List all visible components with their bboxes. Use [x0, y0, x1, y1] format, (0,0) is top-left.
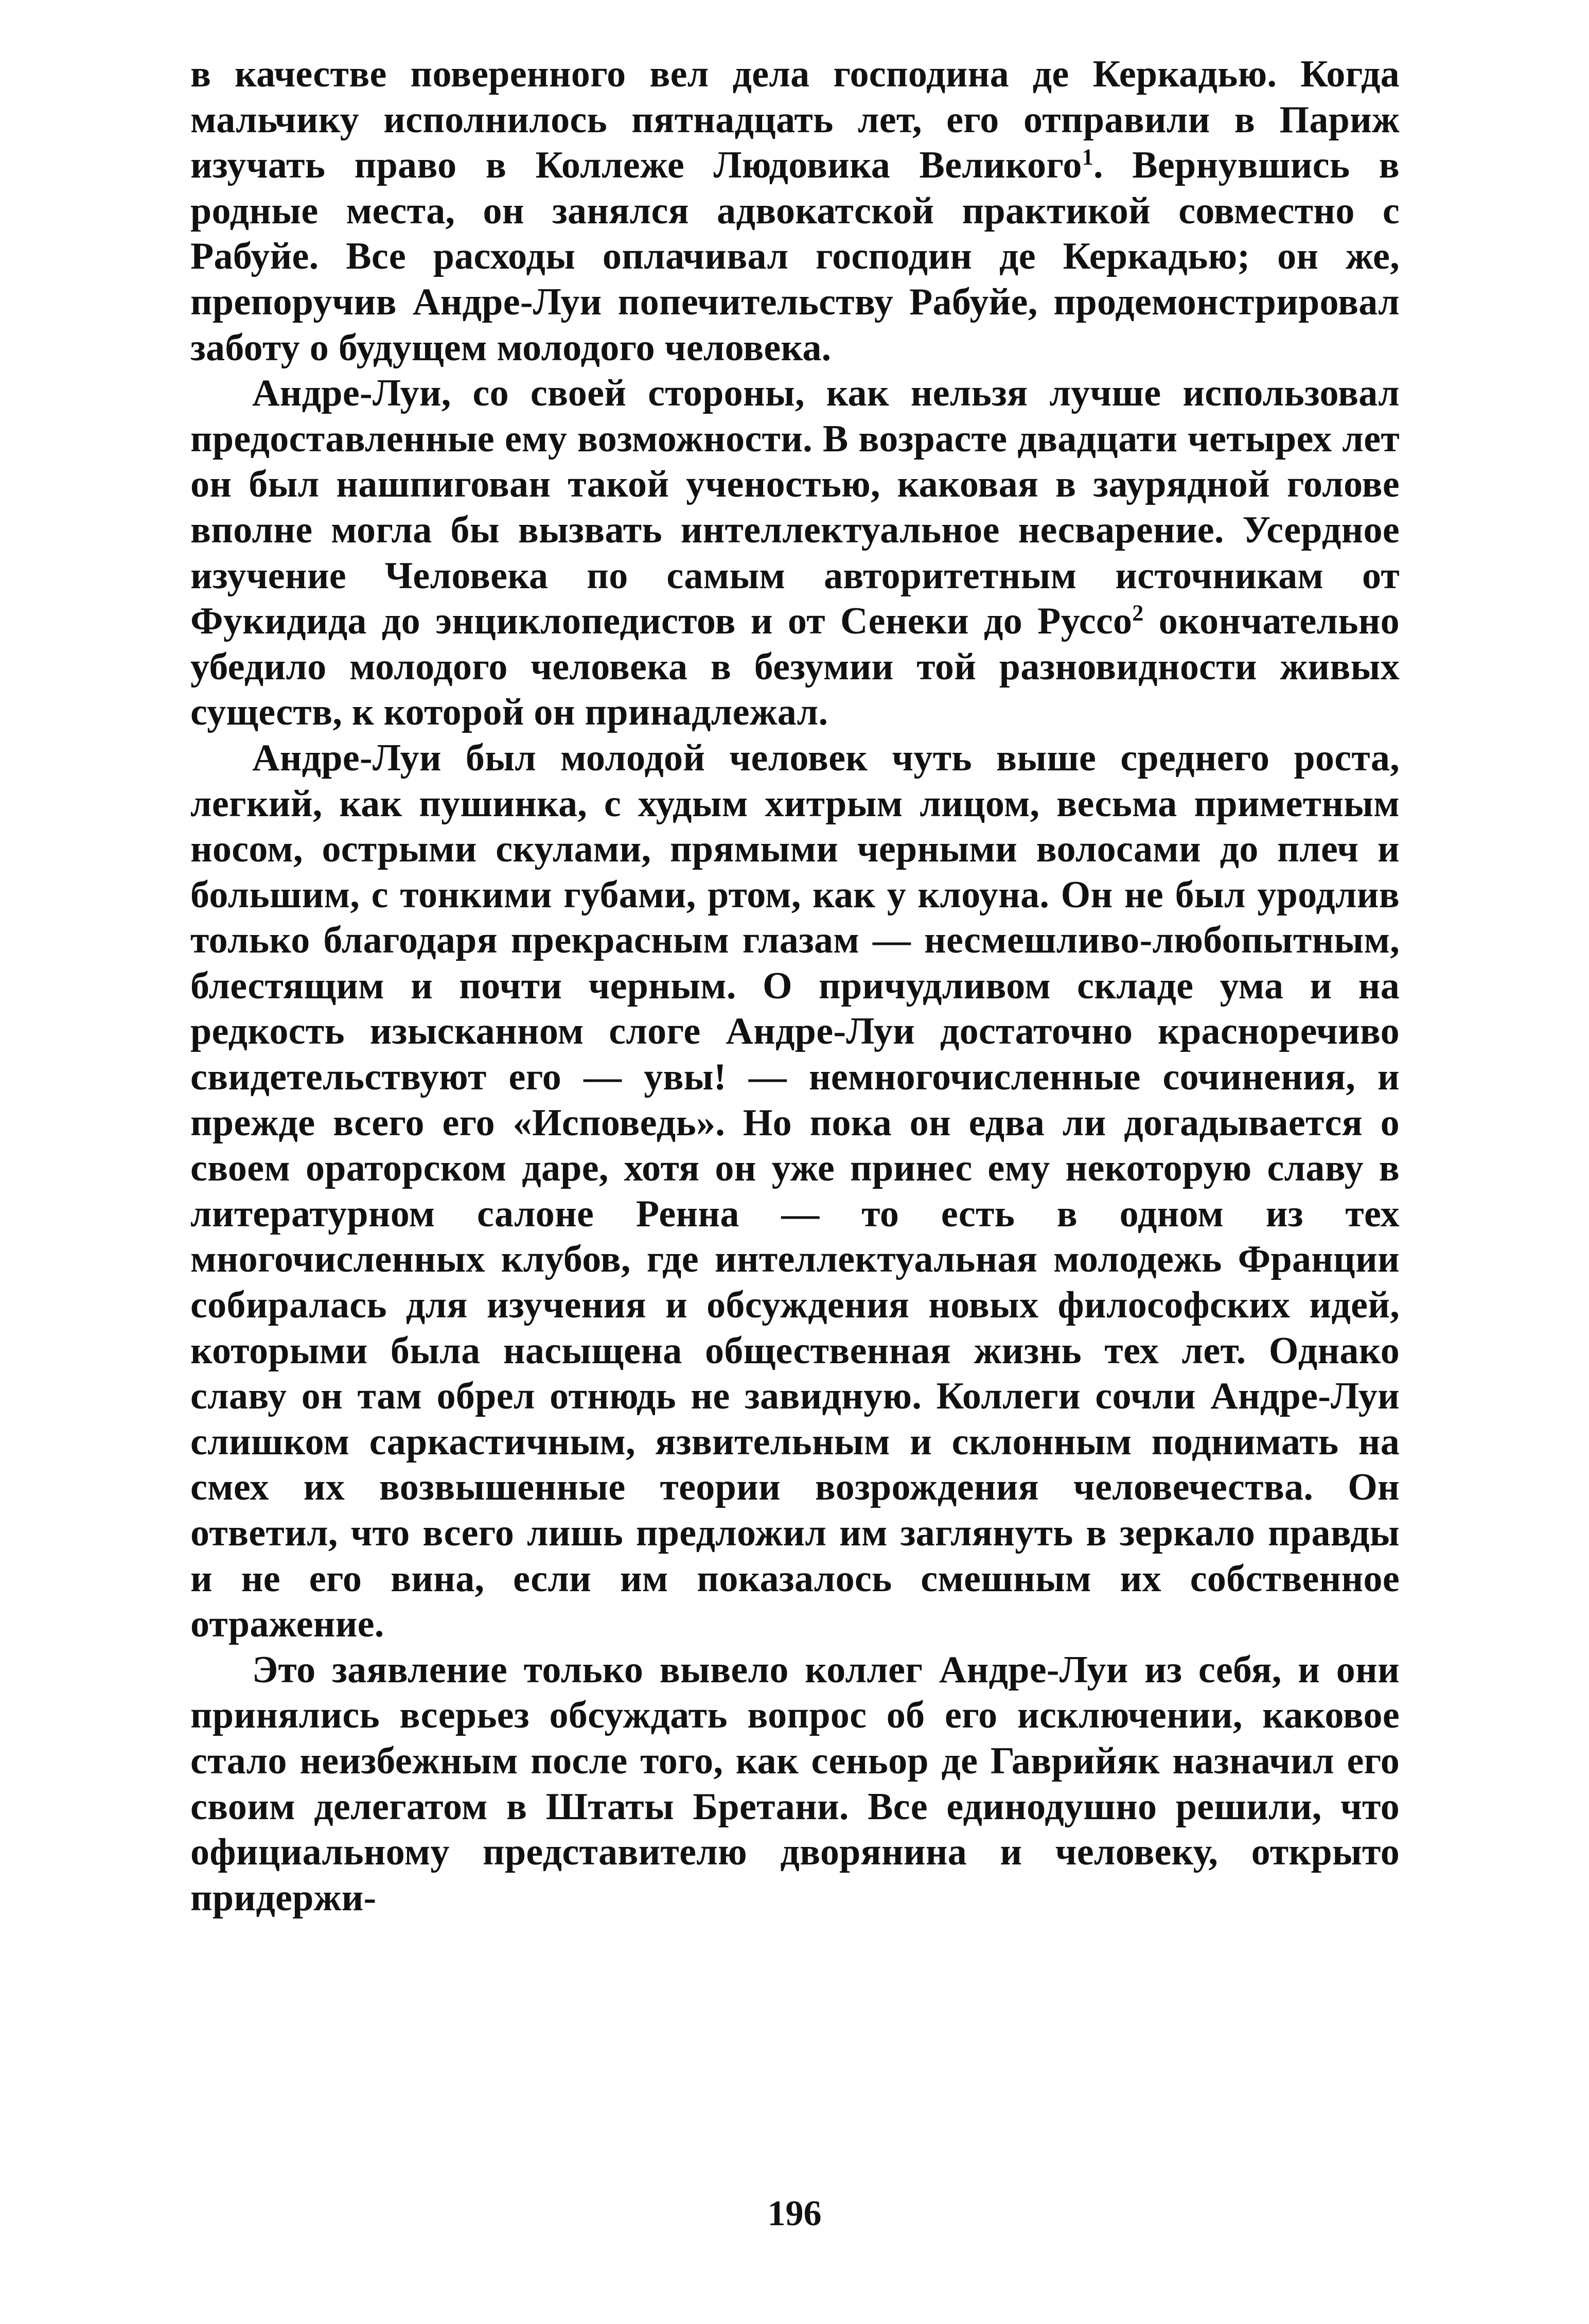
paragraph-3: [190, 735, 1400, 1647]
text-segment: в качестве поверенного вел дела господина де Керкадью. Когда мальчику исполнилось пятнадцать лет, его отправили в Париж изучать право в Коллеже Людовика Великого: [190, 53, 1400, 187]
body-text: [190, 51, 1400, 1921]
paragraph-4: [190, 1647, 1400, 1921]
footnote-marker-1: 1: [1082, 144, 1093, 170]
text-segment: . Вернувшись в родные места, он занялся адвокатской практикой совместно с Рабуйе. Все расходы оплачивал господин де Керкадью; он же, препоручив Андре-Луи попечительству Рабуйе, продемонстрировал заботу о будущем молодого человека.: [190, 144, 1400, 369]
text-segment: Это заявление только вывело коллег Андре-Луи из себя, и они принялись всерьез обсуждать вопрос об его исключении, каковое стало неизбежным после того, как сеньор де Гаврийяк назначил его своим делегатом в Штаты Бретани. Все единодушно решили, что официальному представителю дворянина и человеку, открыто придержи-: [190, 1648, 1400, 1919]
paragraph-1: [190, 51, 1400, 371]
page-number: 196: [767, 2194, 822, 2233]
footnote-marker-2: 2: [1132, 600, 1144, 626]
text-segment: Андре-Луи, со своей стороны, как нельзя лучше использовал предоставленные ему возможности. В возрасте двадцати четырех лет он был нашпигован такой ученостью, каковая в заурядной голове вполне могла бы вызвать интеллектуальное несварение. Усердное изучение Человека по самым авторитетным источникам от Фукидида до энциклопедистов и от Сенеки до Руссо: [190, 372, 1400, 643]
text-segment: окончательно убедило молодого человека в безумии той разновидности живых существ, к которой он принадлежал.: [190, 600, 1400, 734]
text-segment: Андре-Луи был молодой человек чуть выше среднего роста, легкий, как пушинка, с худым хитрым лицом, весьма приметным носом, острыми скулами, прямыми черными волосами до плеч и большим, с тонкими губами, ртом, как у клоуна. Он не был уродлив только благодаря прекрасным глазам — несмешливо-любопытным, блестящим и почти черным. О причудливом складе ума и на редкость изысканном слоге Андре-Луи достаточно красноречиво свидетельствуют его — увы! — немногочисленные сочинения, и прежде всего его «Исповедь». Но пока он едва ли догадывается о своем ораторском даре, хотя он уже принес ему некоторую славу в литературном салоне Ренна — то есть в одном из тех многочисленных клубов, где интеллектуальная молодежь Франции собиралась для изучения и обсуждения новых философских идей, которыми была насыщена общественная жизнь тех лет. Однако славу он там обрел отнюдь не завидную. Коллеги сочли Андре-Луи слишком саркастичным, язвительным и склонным поднимать на смех их возвышенные теории возрождения человечества. Он ответил, что всего лишь предложил им заглянуть в зеркало правды и не его вина, если им показалось смешным их собственное отражение.: [190, 736, 1400, 1646]
paragraph-2: [190, 371, 1400, 735]
